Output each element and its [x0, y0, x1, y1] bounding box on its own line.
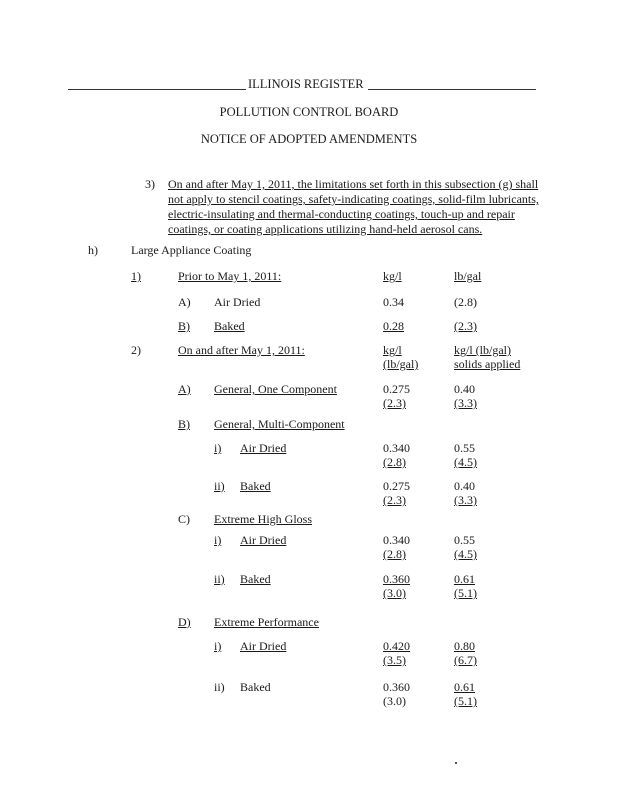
item2-unit-kgl: kg/l [383, 343, 402, 357]
item2-A-v2b: (3.3) [454, 396, 477, 410]
item2-unit-lbgal: (lb/gal) [383, 357, 419, 371]
item2-B-ii-v1b: (2.3) [383, 493, 406, 507]
para3-number: 3) [145, 177, 155, 191]
board-title: POLLUTION CONTROL BOARD [219, 105, 399, 119]
item2-D-ii-v1: 0.360 [383, 680, 410, 694]
item1-row-label: Baked [214, 319, 245, 333]
item2-unit-solids: kg/l (lb/gal) [454, 343, 511, 357]
item2-B-ii-roman: ii) [214, 479, 225, 493]
item2-D-i-label: Air Dried [240, 639, 287, 653]
item2-C-ii-v1: 0.360 [383, 572, 410, 586]
item2-D-i-v2b: (6.7) [454, 653, 477, 667]
item2-D-ii-v2: 0.61 [454, 680, 475, 694]
item2-C-ii-label: Baked [240, 572, 271, 586]
item2-D-i-v1b: (3.5) [383, 653, 406, 667]
item2-A-v1: 0.275 [383, 382, 410, 396]
item1-number: 1) [131, 269, 141, 283]
item2-C-ii-v2: 0.61 [454, 572, 475, 586]
item1-row-letter: A) [178, 295, 191, 309]
item2-C-i-v1b: (2.8) [383, 547, 406, 561]
item1-unit-lbgal: lb/gal [454, 269, 482, 283]
item1-row-value-lbgal: (2.3) [454, 319, 477, 333]
item2-D-ii-label: Baked [240, 680, 271, 694]
item2-C-i-label: Air Dried [240, 533, 287, 547]
item2-A-v2: 0.40 [454, 382, 475, 396]
item2-B-label: General, Multi-Component [214, 417, 345, 431]
item2-B-letter: B) [178, 417, 190, 431]
para3-line3: electric-insulating and thermal-conducting coatings, touch-up and repair [168, 207, 515, 221]
item1-row-letter: B) [178, 319, 190, 333]
item1-label: Prior to May 1, 2011: [178, 269, 282, 283]
item2-C-i-v2b: (4.5) [454, 547, 477, 561]
item2-D-ii-v2b: (5.1) [454, 694, 477, 708]
header-rule-right [368, 89, 536, 90]
item2-A-letter: A) [178, 382, 191, 396]
section-h-number: h) [88, 243, 98, 257]
item2-D-i-roman: i) [214, 639, 222, 653]
item2-D-ii-roman: ii) [214, 680, 225, 694]
item2-unit-solids-applied: solids applied [454, 357, 521, 371]
notice-title: NOTICE OF ADOPTED AMENDMENTS [200, 132, 418, 146]
item2-B-i-roman: i) [214, 441, 222, 455]
item1-unit-kgl: kg/l [383, 269, 402, 283]
scan-speck [455, 762, 457, 764]
item2-number: 2) [131, 343, 141, 357]
item2-B-ii-v2b: (3.3) [454, 493, 477, 507]
item2-C-ii-v2b: (5.1) [454, 586, 477, 600]
item2-C-i-v2: 0.55 [454, 533, 475, 547]
para3-line4: coatings, or coating applications utilizing hand-held aerosol cans. [168, 222, 483, 236]
item2-D-ii-v1b: (3.0) [383, 694, 406, 708]
item2-B-i-v2: 0.55 [454, 441, 475, 455]
section-h-title: Large Appliance Coating [131, 243, 252, 257]
item2-A-v1b: (2.3) [383, 396, 406, 410]
item1-row-label: Air Dried [214, 295, 261, 309]
item2-C-ii-roman: ii) [214, 572, 225, 586]
item2-D-letter: D) [178, 615, 191, 629]
item2-B-i-v1b: (2.8) [383, 455, 406, 469]
item2-B-ii-v1: 0.275 [383, 479, 410, 493]
para3-line2: not apply to stencil coatings, safety-indicating coatings, solid-film lubricants, [168, 192, 539, 206]
item2-B-i-v2b: (4.5) [454, 455, 477, 469]
item2-B-ii-v2: 0.40 [454, 479, 475, 493]
item2-B-i-label: Air Dried [240, 441, 287, 455]
item2-label: On and after May 1, 2011: [178, 343, 305, 357]
item2-C-ii-v1b: (3.0) [383, 586, 406, 600]
header-rule-left [68, 89, 246, 90]
item1-row-value-lbgal: (2.8) [454, 295, 477, 309]
item2-C-i-v1: 0.340 [383, 533, 410, 547]
para3-line1: On and after May 1, 2011, the limitations set forth in this subsection (g) shall [168, 177, 539, 191]
item2-A-label: General, One Component [214, 382, 337, 396]
register-title: ILLINOIS REGISTER [248, 77, 364, 91]
item2-D-label: Extreme Performance [214, 615, 319, 629]
item2-C-i-roman: i) [214, 533, 222, 547]
item2-D-i-v2: 0.80 [454, 639, 475, 653]
item2-B-ii-label: Baked [240, 479, 271, 493]
item2-D-i-v1: 0.420 [383, 639, 410, 653]
item2-C-letter: C) [178, 512, 190, 526]
item1-row-value-kgl: 0.34 [383, 295, 404, 309]
item1-row-value-kgl: 0.28 [383, 319, 404, 333]
item2-C-label: Extreme High Gloss [214, 512, 312, 526]
item2-B-i-v1: 0.340 [383, 441, 410, 455]
